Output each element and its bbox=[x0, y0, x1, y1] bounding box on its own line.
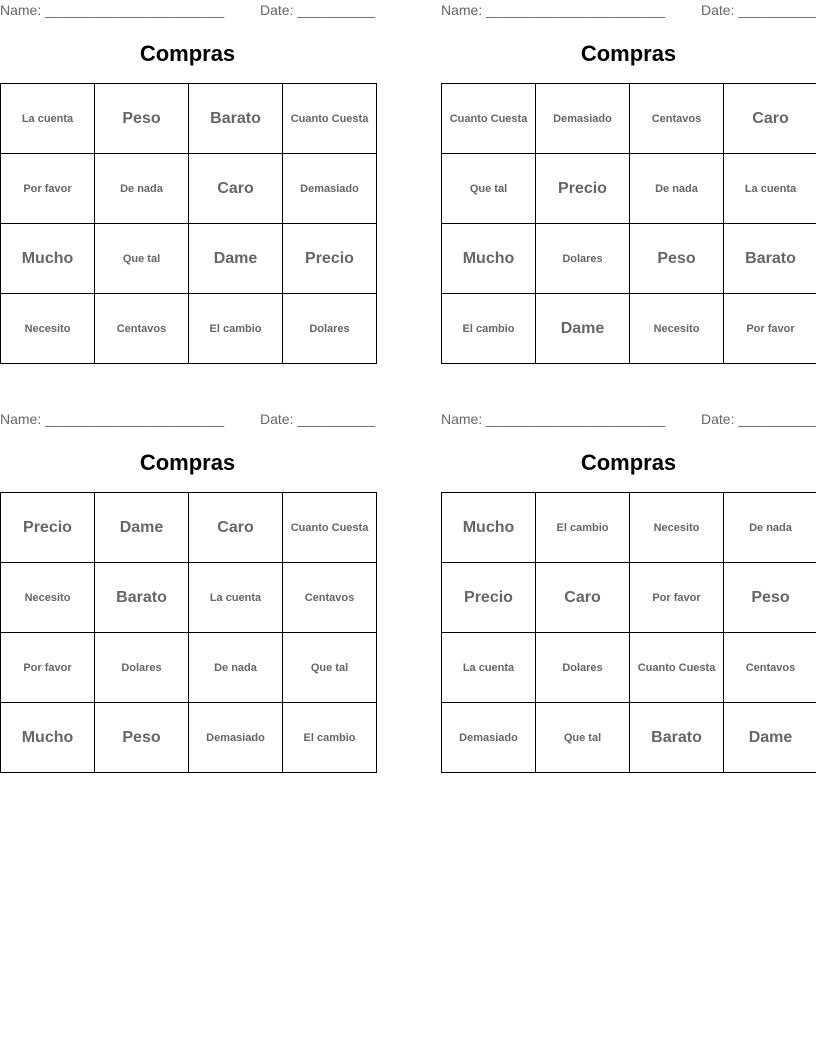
bingo-cell[interactable]: Cuanto Cuesta bbox=[442, 84, 536, 154]
bingo-cell[interactable]: Peso bbox=[95, 703, 189, 773]
bingo-grid bbox=[0, 83, 377, 364]
bingo-cell[interactable]: Centavos bbox=[95, 294, 189, 364]
bingo-cell[interactable]: Centavos bbox=[724, 633, 816, 703]
bingo-cell[interactable]: Barato bbox=[724, 224, 816, 294]
name-date-row bbox=[441, 2, 816, 20]
bingo-cell[interactable]: De nada bbox=[630, 154, 724, 224]
bingo-cell[interactable]: Necesito bbox=[1, 294, 95, 364]
bingo-cell[interactable]: Dolares bbox=[95, 633, 189, 703]
grid-row bbox=[442, 493, 816, 563]
bingo-cell[interactable]: El cambio bbox=[536, 493, 630, 563]
bingo-cell[interactable]: La cuenta bbox=[724, 154, 816, 224]
bingo-cell[interactable]: El cambio bbox=[283, 703, 377, 773]
bingo-card bbox=[441, 409, 816, 774]
bingo-cell[interactable]: Mucho bbox=[1, 703, 95, 773]
grid-row bbox=[1, 294, 377, 364]
bingo-card bbox=[0, 0, 375, 365]
bingo-cell[interactable]: Peso bbox=[630, 224, 724, 294]
card-title: Compras bbox=[580, 41, 677, 66]
bingo-grid bbox=[441, 492, 816, 773]
bingo-cell[interactable]: Precio bbox=[283, 224, 377, 294]
bingo-cell[interactable]: Caro bbox=[724, 84, 816, 154]
grid-row bbox=[442, 224, 816, 294]
bingo-cell[interactable]: Peso bbox=[95, 84, 189, 154]
bingo-cell[interactable]: Mucho bbox=[1, 224, 95, 294]
bingo-cell[interactable]: Dolares bbox=[283, 294, 377, 364]
bingo-cell[interactable]: Cuanto Cuesta bbox=[283, 493, 377, 563]
grid-row bbox=[1, 633, 377, 703]
card-title: Compras bbox=[139, 41, 236, 66]
bingo-cell[interactable]: Que tal bbox=[442, 154, 536, 224]
bingo-cell[interactable]: La cuenta bbox=[442, 633, 536, 703]
date-field[interactable]: Date: __________ bbox=[260, 2, 376, 18]
name-field[interactable]: Name: _______________________ bbox=[0, 2, 225, 18]
bingo-grid bbox=[0, 492, 377, 773]
bingo-cell[interactable]: Cuanto Cuesta bbox=[283, 84, 377, 154]
bingo-cell[interactable]: Caro bbox=[536, 563, 630, 633]
bingo-cell[interactable]: Barato bbox=[189, 84, 283, 154]
grid-row bbox=[442, 294, 816, 364]
name-field[interactable]: Name: _______________________ bbox=[441, 2, 666, 18]
bingo-cell[interactable]: Por favor bbox=[1, 154, 95, 224]
grid-row bbox=[442, 84, 816, 154]
bingo-cell[interactable]: Necesito bbox=[1, 563, 95, 633]
bingo-grid bbox=[441, 83, 816, 364]
bingo-cell[interactable]: El cambio bbox=[189, 294, 283, 364]
grid-row bbox=[1, 703, 377, 773]
bingo-cell[interactable]: Precio bbox=[536, 154, 630, 224]
bingo-cell[interactable]: La cuenta bbox=[189, 563, 283, 633]
bingo-cell[interactable]: De nada bbox=[189, 633, 283, 703]
bingo-cell[interactable]: Que tal bbox=[536, 703, 630, 773]
date-field[interactable]: Date: __________ bbox=[260, 411, 376, 427]
bingo-cell[interactable]: Por favor bbox=[630, 563, 724, 633]
bingo-cell[interactable]: Por favor bbox=[724, 294, 816, 364]
bingo-cell[interactable]: Caro bbox=[189, 154, 283, 224]
bingo-cell[interactable]: De nada bbox=[95, 154, 189, 224]
name-field[interactable]: Name: _______________________ bbox=[0, 411, 225, 427]
bingo-cell[interactable]: Precio bbox=[1, 493, 95, 563]
bingo-card bbox=[0, 409, 375, 774]
grid-row bbox=[1, 563, 377, 633]
bingo-cell[interactable]: Necesito bbox=[630, 493, 724, 563]
bingo-cell[interactable]: De nada bbox=[724, 493, 816, 563]
bingo-cell[interactable]: El cambio bbox=[442, 294, 536, 364]
bingo-cell[interactable]: Barato bbox=[630, 703, 724, 773]
date-field[interactable]: Date: __________ bbox=[701, 411, 816, 427]
bingo-cell[interactable]: Dame bbox=[189, 224, 283, 294]
bingo-card bbox=[441, 0, 816, 365]
grid-row bbox=[442, 703, 816, 773]
bingo-cell[interactable]: Centavos bbox=[283, 563, 377, 633]
bingo-cell[interactable]: Dame bbox=[536, 294, 630, 364]
bingo-cell[interactable]: Demasiado bbox=[536, 84, 630, 154]
bingo-cell[interactable]: Caro bbox=[189, 493, 283, 563]
bingo-cell[interactable]: Demasiado bbox=[442, 703, 536, 773]
card-title: Compras bbox=[580, 450, 677, 475]
grid-row bbox=[442, 563, 816, 633]
bingo-cell[interactable]: Dame bbox=[724, 703, 816, 773]
name-date-row bbox=[0, 411, 375, 429]
bingo-cell[interactable]: Que tal bbox=[283, 633, 377, 703]
grid-row bbox=[1, 84, 377, 154]
bingo-cell[interactable]: Peso bbox=[724, 563, 816, 633]
bingo-cell[interactable]: Barato bbox=[95, 563, 189, 633]
bingo-cell[interactable]: Por favor bbox=[1, 633, 95, 703]
grid-row bbox=[1, 154, 377, 224]
bingo-cell[interactable]: Demasiado bbox=[189, 703, 283, 773]
bingo-cell[interactable]: Que tal bbox=[95, 224, 189, 294]
bingo-cell[interactable]: Mucho bbox=[442, 224, 536, 294]
bingo-cell[interactable]: Cuanto Cuesta bbox=[630, 633, 724, 703]
name-field[interactable]: Name: _______________________ bbox=[441, 411, 666, 427]
bingo-cell[interactable]: Mucho bbox=[442, 493, 536, 563]
bingo-cell[interactable]: Dolares bbox=[536, 633, 630, 703]
name-date-row bbox=[441, 411, 816, 429]
name-date-row bbox=[0, 2, 375, 20]
date-field[interactable]: Date: __________ bbox=[701, 2, 816, 18]
card-title: Compras bbox=[139, 450, 236, 475]
bingo-cell[interactable]: Centavos bbox=[630, 84, 724, 154]
grid-row bbox=[442, 154, 816, 224]
bingo-cell[interactable]: Necesito bbox=[630, 294, 724, 364]
grid-row bbox=[1, 493, 377, 563]
bingo-cell[interactable]: Dame bbox=[95, 493, 189, 563]
bingo-cell[interactable]: La cuenta bbox=[1, 84, 95, 154]
bingo-cell[interactable]: Demasiado bbox=[283, 154, 377, 224]
grid-row bbox=[442, 633, 816, 703]
bingo-cell[interactable]: Precio bbox=[442, 563, 536, 633]
bingo-cell[interactable]: Dolares bbox=[536, 224, 630, 294]
grid-row bbox=[1, 224, 377, 294]
